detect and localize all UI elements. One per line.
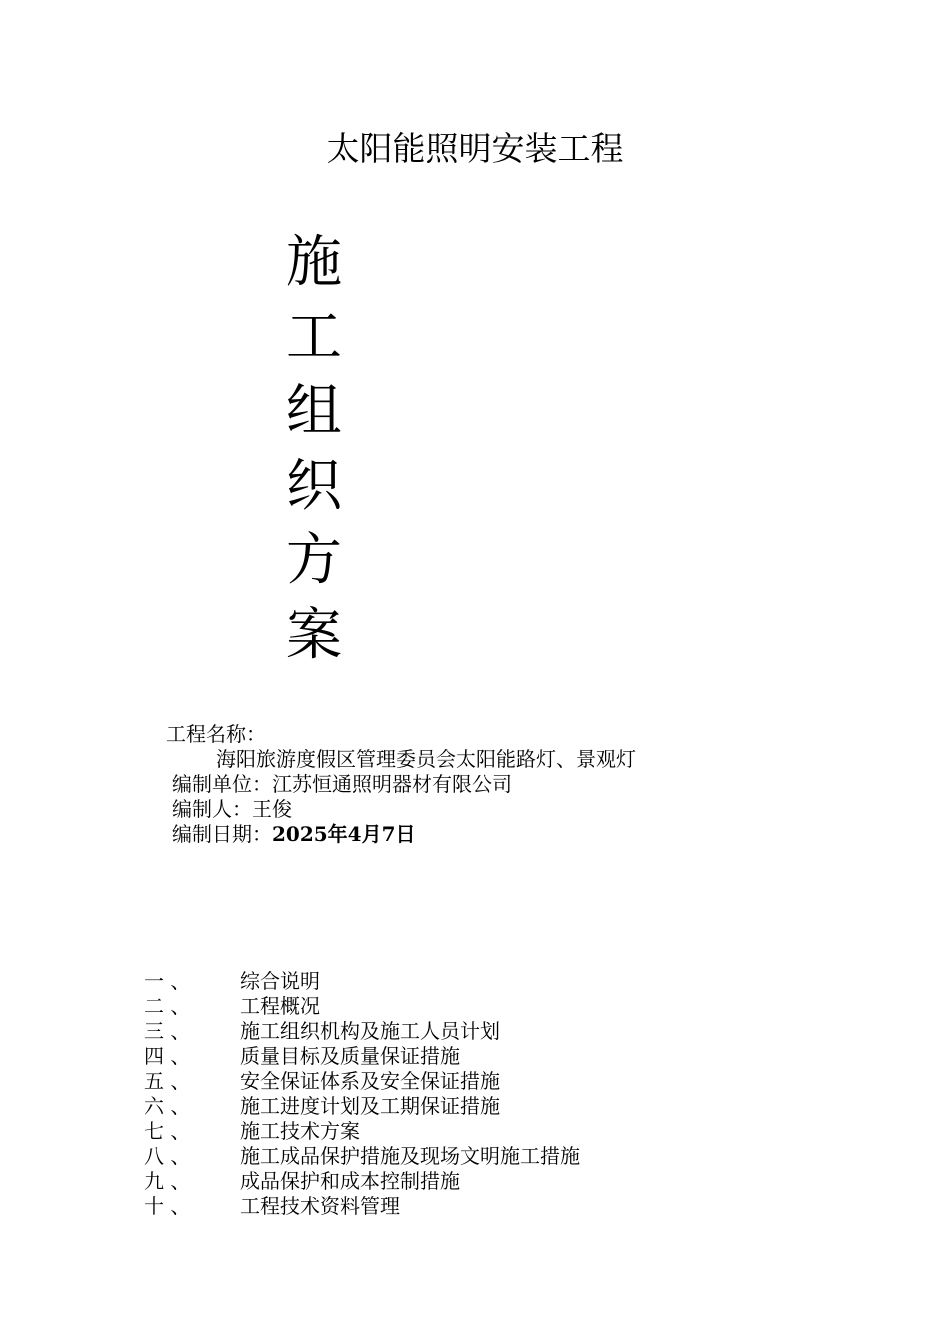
big-title-char: 方 bbox=[286, 528, 342, 593]
toc-number: 三 、 bbox=[144, 1019, 191, 1043]
big-title-char: 织 bbox=[286, 453, 342, 519]
date-label: 编制日期： bbox=[172, 822, 272, 846]
toc-number: 十 、 bbox=[144, 1194, 191, 1218]
compiler-line bbox=[172, 795, 292, 823]
toc-title: 工程概况 bbox=[240, 994, 320, 1018]
toc-item bbox=[144, 969, 580, 994]
toc-title: 施工进度计划及工期保证措施 bbox=[240, 1094, 500, 1118]
toc-title: 质量目标及质量保证措施 bbox=[240, 1044, 460, 1068]
toc-number: 一 、 bbox=[144, 969, 191, 993]
toc-item bbox=[144, 1044, 580, 1069]
big-title-char: 案 bbox=[286, 602, 342, 668]
toc-title: 综合说明 bbox=[240, 969, 320, 993]
table-of-contents bbox=[144, 969, 580, 1219]
big-title-char: 施 bbox=[286, 230, 342, 295]
toc-number: 九 、 bbox=[144, 1169, 191, 1193]
toc-title: 成品保护和成本控制措施 bbox=[240, 1169, 460, 1193]
toc-title: 施工成品保护措施及现场文明施工措施 bbox=[240, 1144, 580, 1168]
date-line bbox=[172, 820, 416, 848]
compiler-unit-label: 编制单位： bbox=[172, 772, 272, 796]
date-value: 2025年4月7日 bbox=[272, 822, 416, 846]
toc-title: 工程技术资料管理 bbox=[240, 1194, 400, 1218]
toc-item bbox=[144, 1119, 580, 1144]
toc-item bbox=[144, 1144, 580, 1169]
toc-title: 施工技术方案 bbox=[240, 1119, 360, 1143]
toc-number: 四 、 bbox=[144, 1044, 191, 1068]
toc-number: 六 、 bbox=[144, 1094, 191, 1118]
compiler-label: 编制人： bbox=[172, 797, 252, 821]
big-vertical-title bbox=[286, 226, 356, 673]
toc-title: 施工组织机构及施工人员计划 bbox=[240, 1019, 500, 1043]
toc-number: 八 、 bbox=[144, 1144, 191, 1168]
project-name-label: 工程名称： bbox=[166, 722, 266, 746]
toc-item bbox=[144, 1094, 580, 1119]
big-title-char: 组 bbox=[286, 379, 342, 444]
toc-item bbox=[144, 1194, 580, 1219]
toc-item bbox=[144, 994, 580, 1019]
project-name-value: 海阳旅游度假区管理委员会太阳能路灯、景观灯 bbox=[216, 747, 636, 771]
compiler-unit-line bbox=[172, 770, 512, 798]
document-title: 太阳能照明安装工程 bbox=[326, 129, 624, 168]
toc-number: 二 、 bbox=[144, 994, 191, 1018]
toc-title: 安全保证体系及安全保证措施 bbox=[240, 1069, 500, 1093]
toc-number: 七 、 bbox=[144, 1119, 191, 1143]
compiler-value: 王俊 bbox=[252, 797, 292, 821]
toc-item bbox=[144, 1169, 580, 1194]
toc-number: 五 、 bbox=[144, 1069, 191, 1093]
compiler-unit-value: 江苏恒通照明器材有限公司 bbox=[272, 772, 512, 796]
toc-item bbox=[144, 1069, 580, 1094]
toc-item bbox=[144, 1019, 580, 1044]
big-title-char: 工 bbox=[286, 304, 342, 370]
